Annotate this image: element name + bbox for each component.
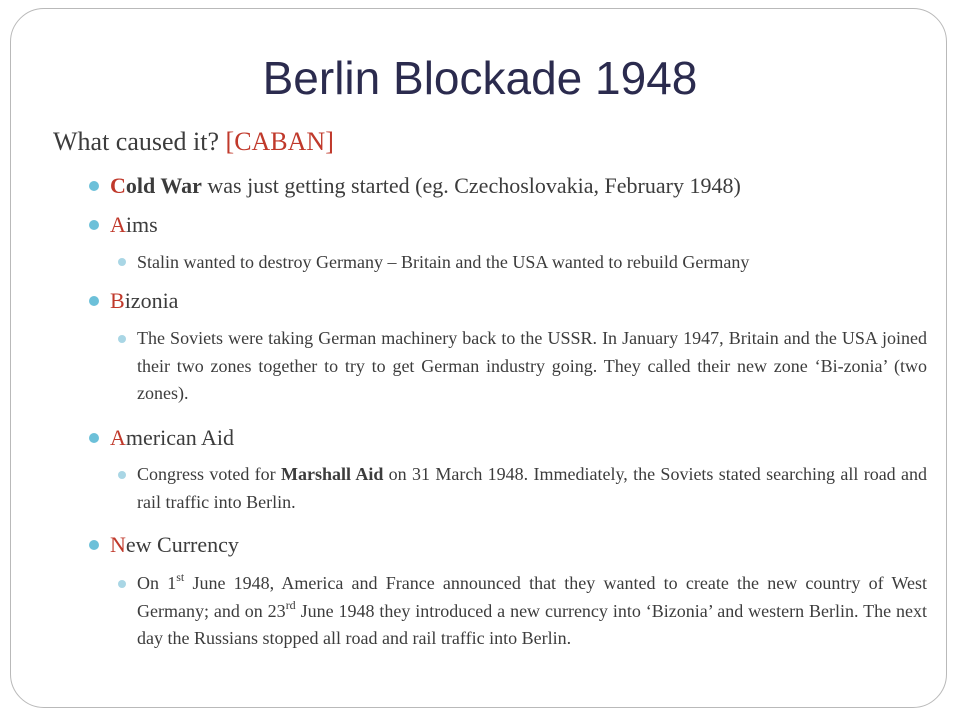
lead-question [53,124,334,160]
bullet-label: merican Aid [125,425,235,450]
sub-text: on 31 March 1948. Immediately, the Soviets stated searching all road and rail traffic into Berlin. [137,464,928,512]
bullet-american-aid [110,423,234,453]
sub-bullet-dot [118,580,126,588]
bullet-label: ew Currency [125,532,239,557]
bullet-dot [89,296,99,306]
bullet-label: old War [125,173,202,198]
superscript: rd [285,597,296,612]
sub-bullet-bizonia: The Soviets were taking German machinery back to the USSR. In January 1947, Britain and the USA joined their two zones together to try to get German industry going. They called their new zone ‘Bi-zonia’ (two zones). [137,328,927,403]
superscript: st [176,570,185,584]
sub-text: Congress voted for [137,464,281,484]
bullet-label: ims [125,212,158,237]
bullet-dot [89,540,99,550]
bullet-initial: A [110,425,126,450]
sub-text: June 1948 they introduced a new currency into ‘Bizonia’ and western Berlin. The next day the Russians stopped all road and rail traffic into Berlin. [137,600,928,648]
bullet-initial: N [110,532,126,557]
bullet-dot [89,181,99,191]
question-acronym: [CABAN] [225,127,334,156]
bullet-new-currency [110,530,239,560]
bullet-aims [110,210,158,240]
sub-text: On 1 [137,573,177,593]
bullet-dot [89,433,99,443]
marshall-aid-bold: Marshall Aid [280,464,384,484]
sub-text: June 1948, America and France announced that they wanted to create the new country of West Germany; and on 23 [137,573,928,621]
slide-title: Berlin Blockade 1948 [262,52,698,104]
sub-bullet-new-currency [137,570,927,653]
bullet-initial: A [110,212,126,237]
question-text: What caused it? [53,127,220,156]
bullet-initial: B [110,288,125,313]
sub-bullet-dot [118,258,126,266]
bullet-initial: C [110,173,126,198]
sub-bullet-american-aid [137,461,927,516]
sub-bullet-dot [118,471,126,479]
bullet-label: izonia [124,288,179,313]
sub-bullet-dot [118,335,126,343]
bullet-dot [89,220,99,230]
bullet-text: was just getting started (eg. Czechoslovakia, February 1948) [201,173,741,198]
sub-bullet-aims: Stalin wanted to destroy Germany – Britain and the USA wanted to rebuild Germany [137,252,750,272]
bullet-bizonia [110,286,178,316]
bullet-cold-war [110,171,741,201]
